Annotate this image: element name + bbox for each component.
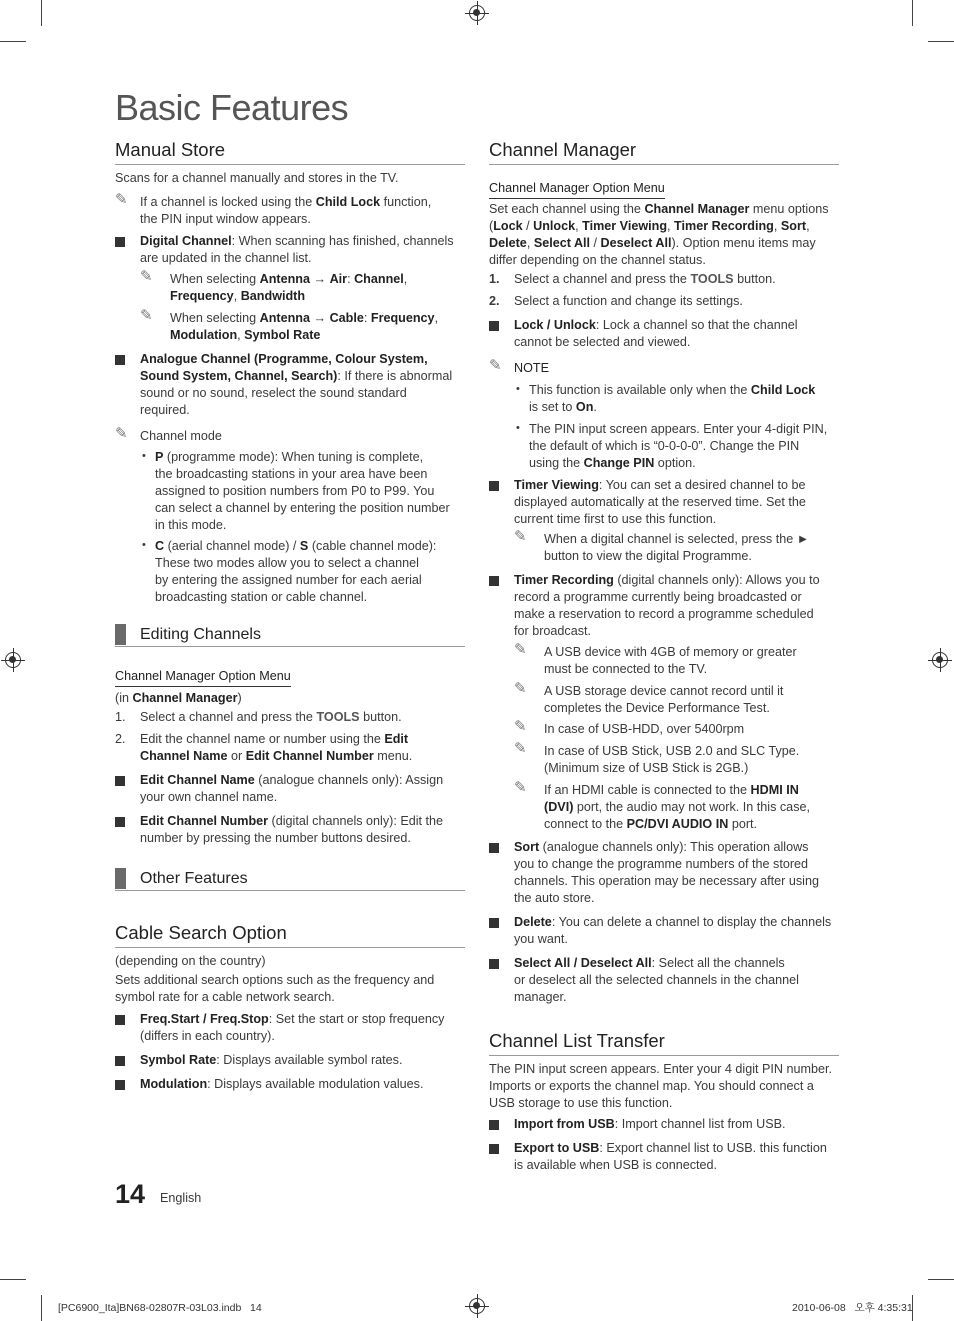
pencil-note-icon: ✎ bbox=[489, 357, 502, 374]
timer-recording-note-test: A USB storage device cannot record until it completes the Device Performance Test. bbox=[544, 684, 784, 715]
note-label: NOTE bbox=[514, 361, 549, 375]
registration-mark-icon bbox=[469, 5, 485, 21]
heading-bar bbox=[115, 624, 126, 645]
step-number: 2. bbox=[489, 294, 500, 308]
square-bullet-icon bbox=[115, 1056, 125, 1066]
editing-step-1: Select a channel and press the TOOLS button. bbox=[140, 710, 402, 724]
note-pin: The PIN input screen appears. Enter your 4-digit PIN, the default of which is “0-0-0-0”. Change the PIN using the Change PIN option. bbox=[529, 422, 828, 470]
dot-bullet-icon: • bbox=[142, 450, 146, 462]
square-bullet-icon bbox=[489, 576, 499, 586]
lock-unlock-item: Lock / Unlock: Lock a channel so that the channel cannot be selected and viewed. bbox=[514, 318, 798, 349]
digital-channel-item: Digital Channel: When scanning has finished, channels are updated in the channel list. bbox=[140, 234, 454, 265]
crop-mark bbox=[928, 41, 954, 42]
editing-sub-heading: Channel Manager Option Menu bbox=[115, 668, 291, 687]
square-bullet-icon bbox=[115, 817, 125, 827]
editing-context: (in Channel Manager) bbox=[115, 691, 242, 705]
crop-mark bbox=[928, 1279, 954, 1280]
pencil-note-icon: ✎ bbox=[514, 740, 527, 757]
pencil-note-icon: ✎ bbox=[514, 718, 527, 735]
crop-mark bbox=[41, 1295, 42, 1321]
footer-date: 2010-06-08 오후 4:35:31 bbox=[792, 1302, 913, 1314]
timer-viewing-note: When a digital channel is selected, press the ► button to view the digital Programme. bbox=[544, 532, 810, 563]
channel-manager-intro: Set each channel using the Channel Manager menu options (Lock / Unlock, Timer Viewing, Timer Recording, Sort, Delete, Select All / Deselect All). Option menu items may differ depending on the channel status. bbox=[489, 202, 829, 267]
crop-mark bbox=[0, 41, 26, 42]
editing-step-2: Edit the channel name or number using the Edit Channel Name or Edit Channel Number menu. bbox=[140, 732, 413, 763]
cm-step-1: Select a channel and press the TOOLS button. bbox=[514, 272, 776, 286]
timer-recording-item: Timer Recording (digital channels only): Allows you to record a programme currently being broadcasted or make a reservation to record a programme scheduled for broadcast. bbox=[514, 573, 820, 638]
sort-item: Sort (analogue channels only): This operation allows you to change the programme numbers of the stored channels. This operation may be necessary after using the auto store. bbox=[514, 840, 819, 905]
registration-mark-icon bbox=[469, 1298, 485, 1314]
square-bullet-icon bbox=[489, 843, 499, 853]
channel-list-transfer-intro: The PIN input screen appears. Enter your 4 digit PIN number. Imports or exports the channel map. You should connect a USB storage to use this function. bbox=[489, 1062, 833, 1110]
select-all-item: Select All / Deselect All: Select all the channels or deselect all the selected channels in the channel manager. bbox=[514, 956, 799, 1004]
page-number: 14 bbox=[115, 1179, 146, 1209]
square-bullet-icon bbox=[489, 481, 499, 491]
cm-step-2: Select a function and change its settings. bbox=[514, 294, 743, 308]
cable-intro: Sets additional search options such as the frequency and symbol rate for a cable network search. bbox=[115, 973, 435, 1004]
crop-mark bbox=[0, 1279, 26, 1280]
pencil-note-icon: ✎ bbox=[140, 268, 153, 285]
section-heading-channel-list-transfer: Channel List Transfer bbox=[489, 1029, 839, 1056]
pencil-note-icon: ✎ bbox=[115, 191, 128, 208]
footer-file-info: [PC6900_Ita]BN68-02807R-03L03.indb 14 bbox=[58, 1302, 262, 1314]
square-bullet-icon bbox=[489, 959, 499, 969]
note-child-lock: This function is available only when the Child Lock is set to On. bbox=[529, 383, 816, 414]
p-mode-item: P (programme mode): When tuning is complete, the broadcasting stations in your area have been assigned to position numbers from P0 to P99. You can select a channel by entering the position number in this mode. bbox=[155, 450, 450, 532]
section-heading-channel-manager: Channel Manager bbox=[489, 138, 839, 165]
channel-mode-note: Channel mode bbox=[140, 429, 222, 443]
analogue-channel-item: Analogue Channel (Programme, Colour System, Sound System, Channel, Search): If there is abnormal sound or no sound, reselect the sound standard required. bbox=[140, 352, 453, 417]
timer-recording-note-hdmi: If an HDMI cable is connected to the HDMI IN (DVI) port, the audio may not work. In this case, connect to the PC/DVI AUDIO IN port. bbox=[544, 783, 810, 831]
pencil-note-icon: ✎ bbox=[514, 779, 527, 796]
step-number: 1. bbox=[489, 272, 500, 286]
pencil-note-icon: ✎ bbox=[115, 425, 128, 442]
pencil-note-icon: ✎ bbox=[514, 680, 527, 697]
step-number: 2. bbox=[115, 732, 126, 746]
square-bullet-icon bbox=[115, 776, 125, 786]
channel-manager-sub-heading: Channel Manager Option Menu bbox=[489, 180, 665, 199]
dot-bullet-icon: • bbox=[516, 422, 520, 434]
timer-viewing-item: Timer Viewing: You can set a desired channel to be displayed automatically at the reserved time. Set the current time first to use this function. bbox=[514, 478, 806, 526]
pencil-note-icon: ✎ bbox=[514, 641, 527, 658]
page-language: English bbox=[160, 1191, 202, 1205]
pencil-note-icon: ✎ bbox=[140, 307, 153, 324]
dot-bullet-icon: • bbox=[516, 383, 520, 395]
symbol-rate-item: Symbol Rate: Displays available symbol rates. bbox=[140, 1053, 403, 1067]
c-s-mode-item: C (aerial channel mode) / S (cable channel mode): These two modes allow you to select a channel by entering the assigned number for each aerial broadcasting station or cable channel. bbox=[155, 539, 437, 604]
timer-recording-note-stick: In case of USB Stick, USB 2.0 and SLC Type. (Minimum size of USB Stick is 2GB.) bbox=[544, 744, 800, 775]
heading-bar bbox=[115, 868, 126, 889]
square-bullet-icon bbox=[489, 321, 499, 331]
import-usb-item: Import from USB: Import channel list from USB. bbox=[514, 1117, 786, 1131]
square-bullet-icon bbox=[115, 1080, 125, 1090]
timer-recording-note-usb: A USB device with 4GB of memory or greater must be connected to the TV. bbox=[544, 645, 797, 676]
registration-mark-icon bbox=[5, 652, 21, 668]
section-heading-cable-search: Cable Search Option bbox=[115, 921, 465, 948]
step-number: 1. bbox=[115, 710, 126, 724]
section-heading-other-features: Other Features bbox=[115, 869, 465, 891]
export-usb-item: Export to USB: Export channel list to USB. this function is available when USB is connected. bbox=[514, 1141, 827, 1172]
modulation-item: Modulation: Displays available modulation values. bbox=[140, 1077, 424, 1091]
square-bullet-icon bbox=[115, 355, 125, 365]
square-bullet-icon bbox=[489, 1120, 499, 1130]
page-title: Basic Features bbox=[115, 87, 349, 128]
square-bullet-icon bbox=[489, 918, 499, 928]
square-bullet-icon bbox=[489, 1144, 499, 1154]
section-heading-editing-channels: Editing Channels bbox=[115, 625, 465, 647]
cable-dependency: (depending on the country) bbox=[115, 954, 266, 968]
registration-mark-icon bbox=[932, 652, 948, 668]
freq-start-stop-item: Freq.Start / Freq.Stop: Set the start or stop frequency (differs in each country). bbox=[140, 1012, 445, 1043]
manual-store-intro: Scans for a channel manually and stores in the TV. bbox=[115, 171, 399, 185]
crop-mark bbox=[41, 0, 42, 26]
manual-store-note: If a channel is locked using the Child Lock function, the PIN input window appears. bbox=[140, 195, 432, 226]
edit-channel-name-item: Edit Channel Name (analogue channels only): Assign your own channel name. bbox=[140, 773, 444, 804]
digital-note-cable: When selecting Antenna → Cable: Frequency, Modulation, Symbol Rate bbox=[170, 311, 439, 342]
dot-bullet-icon: • bbox=[142, 539, 146, 551]
pencil-note-icon: ✎ bbox=[514, 528, 527, 545]
timer-recording-note-hdd: In case of USB-HDD, over 5400rpm bbox=[544, 722, 745, 736]
edit-channel-number-item: Edit Channel Number (digital channels only): Edit the number by pressing the number buttons desired. bbox=[140, 814, 444, 845]
square-bullet-icon bbox=[115, 237, 125, 247]
square-bullet-icon bbox=[115, 1015, 125, 1025]
delete-item: Delete: You can delete a channel to display the channels you want. bbox=[514, 915, 832, 946]
digital-note-air: When selecting Antenna → Air: Channel, Frequency, Bandwidth bbox=[170, 272, 408, 303]
crop-mark bbox=[912, 0, 913, 26]
section-heading-manual-store: Manual Store bbox=[115, 138, 465, 165]
